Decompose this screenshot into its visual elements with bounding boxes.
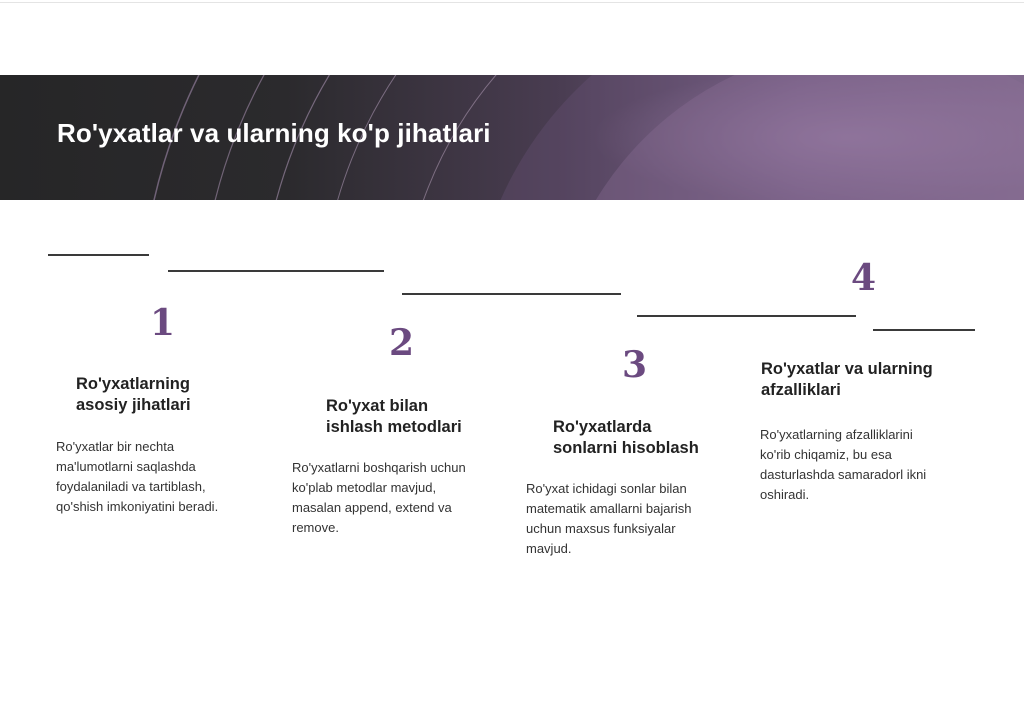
step-3-heading: Ro'yxatlarda sonlarni hisoblash: [553, 418, 699, 457]
step-3-number: 3: [622, 344, 648, 386]
step-1-heading: Ro'yxatlarning asosiy jihatlari: [76, 375, 191, 414]
step-line-2: [402, 293, 621, 295]
step-2-description: Ro'yxatlarni boshqarish uchun ko'plab metodlar mavjud, masalan append, extend va remove.: [292, 460, 466, 535]
step-4-description: Ro'yxatlarning afzalliklarini ko'rib chiqamiz, bu esa dasturlashda samaradorl ikni oshiradi.: [760, 427, 927, 502]
top-border: [0, 2, 1024, 3]
step-1-description: Ro'yxatlar bir nechta ma'lumotlarni saqlashda foydalaniladi va tartiblash, qo'shish imkoniyatini beradi.: [56, 439, 219, 514]
step-line-1: [168, 270, 384, 272]
step-3-description: Ro'yxat ichidagi sonlar bilan matematik amallarni bajarish uchun maxsus funksiyalar mavjud.: [526, 481, 692, 556]
step-1-number: 1: [150, 302, 176, 344]
step-line-3: [637, 315, 856, 317]
step-4-number: 4: [851, 257, 877, 299]
step-4-heading: Ro'yxatlar va ularning afzalliklari: [761, 360, 933, 399]
page-title: Ro'yxatlar va ularning ko'p jihatlari: [57, 118, 491, 148]
step-line-0: [48, 254, 149, 256]
step-2-number: 2: [389, 322, 415, 364]
step-2-heading: Ro'yxat bilan ishlash metodlari: [326, 397, 462, 436]
step-line-4: [873, 329, 975, 331]
